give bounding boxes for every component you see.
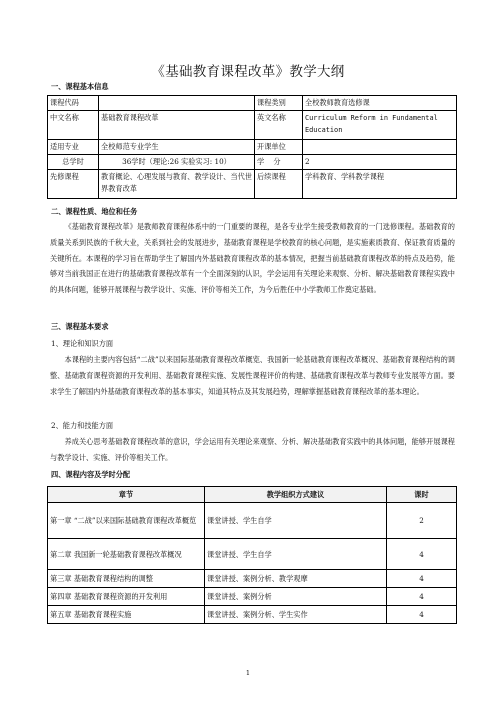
table-row xyxy=(48,606,457,624)
info-row xyxy=(48,140,457,155)
row-chapter: 第一章 “二战”以来国际基础教育课程改革概览 xyxy=(48,503,205,539)
info-row xyxy=(48,111,457,140)
nature-paragraph: 《基础教育课程改革》是教师教育课程体系中的一门重要的课程，是各专业学生接受教师教育的一门选修课程。基础教育的质量关系到民族的千秋大业，关系到社会的发展进步，基础教育课程是学校教育的核心问题，是实施素质教育、保证教育质量的关键所在。本课程的学习旨在帮助学生了解国内外基础教育课程改革的基本情况，把握当前基础教育课程改革的特点及趋势，能够对当前我国正在进行的基础教育课程改革有一个全面深刻的认识，学会运用有关理论来观察、分析、解决基础教育课程实践中的具体问题，能够开展课程与教学设计、实施、评价等相关工作，为今后胜任中小学教师工作奠定基础。 xyxy=(50,222,455,295)
value-chinese-name: 基础教育课程改革 xyxy=(99,111,255,140)
label-offering-unit: 开课单位 xyxy=(255,140,303,155)
info-row xyxy=(48,155,457,170)
requirement-2-text: 养成关心思考基础教育课程改革的意识，学会运用有关理论来观察、分析、解决基础教育实践中的具体问题，能够开展课程与教学设计、实施、评价等相关工作。 xyxy=(50,437,455,462)
section-heading-basic-info: 一、课程基本信息 xyxy=(51,82,109,91)
document-title: 《基础教育课程改革》教学大纲 xyxy=(151,64,345,80)
label-course-type: 课程类别 xyxy=(255,96,303,111)
row-method: 课堂讲授、案例分析、教学观摩 xyxy=(205,570,387,588)
row-chapter: 第五章 基础教育课程实施 xyxy=(48,606,205,624)
requirement-1-text: 本课程的主要内容包括“二战”以来国际基础教育课程改革概览、我国新一轮基础教育课程改革概况、基础教育课程结构的调整、基础教育课程资源的开发利用、基础教育课程实施、发展性课程评价的构建、基础教育课程改革与教师专业发展等方面。要求学生了解国内外基础教育课程改革的基本事实，知道其特点及其发展趋势，理解掌握基础教育课程改革的基本理论。 xyxy=(50,355,455,396)
value-offering-unit xyxy=(303,140,457,155)
row-method: 课堂讲授、案例分析、学生实作 xyxy=(205,606,387,624)
label-course-code: 课程代码 xyxy=(48,96,99,111)
table-row xyxy=(48,588,457,606)
requirement-2-title: 2、能力和技能方面 xyxy=(51,421,114,430)
row-method: 课堂讲授、案例分析 xyxy=(205,588,387,606)
value-english-name: Curriculum Reform in Fundamental Education xyxy=(303,111,457,140)
table-row xyxy=(48,539,457,570)
row-hours: 4 xyxy=(387,606,457,624)
row-hours: 4 xyxy=(387,570,457,588)
label-chinese-name: 中文名称 xyxy=(48,111,99,140)
row-hours: 4 xyxy=(387,539,457,570)
value-total-hours: 36学时（理论:26 实验实习: 10） xyxy=(99,155,255,170)
section-heading-requirements: 三、课程基本要求 xyxy=(51,322,109,331)
label-follow-up: 后续课程 xyxy=(255,170,303,199)
row-chapter: 第四章 基础教育课程资源的开发利用 xyxy=(48,588,205,606)
page-number: 1 xyxy=(245,669,251,677)
row-method: 课堂讲授、学生自学 xyxy=(205,503,387,539)
value-prerequisites: 教育概论、心理发展与教育、教学设计、当代世界教育改革 xyxy=(99,170,255,199)
schedule-table xyxy=(47,486,457,624)
row-hours: 4 xyxy=(387,588,457,606)
header-chapter: 章节 xyxy=(48,487,205,503)
table-row xyxy=(48,570,457,588)
label-credits: 学 分 xyxy=(255,155,303,170)
requirement-1-title: 1、理论和知识方面 xyxy=(51,339,114,348)
course-info-table xyxy=(47,95,457,199)
info-row xyxy=(48,170,457,199)
table-row xyxy=(48,503,457,539)
value-credits: 2 xyxy=(303,155,457,170)
label-total-hours: 总学时 xyxy=(48,155,99,170)
value-applicable-major: 全校师范专业学生 xyxy=(99,140,255,155)
section-heading-nature: 二、课程性质、地位和任务 xyxy=(51,207,138,216)
row-method: 课堂讲授、学生自学 xyxy=(205,539,387,570)
row-chapter: 第二章 我国新一轮基础教育课程改革概况 xyxy=(48,539,205,570)
row-hours: 2 xyxy=(387,503,457,539)
section-heading-schedule: 四、课程内容及学时分配 xyxy=(51,470,131,479)
header-hours: 课时 xyxy=(387,487,457,503)
row-chapter: 第三章 基础教育课程结构的调整 xyxy=(48,570,205,588)
info-row xyxy=(48,96,457,111)
label-applicable-major: 适用专业 xyxy=(48,140,99,155)
header-method: 教学组织方式建议 xyxy=(205,487,387,503)
label-prerequisites: 先修课程 xyxy=(48,170,99,199)
schedule-header-row xyxy=(48,487,457,503)
value-course-type: 全校教师教育选修课 xyxy=(303,96,457,111)
value-follow-up: 学科教育、学科教学课程 xyxy=(303,170,457,199)
value-course-code xyxy=(99,96,255,111)
label-english-name: 英文名称 xyxy=(255,111,303,140)
